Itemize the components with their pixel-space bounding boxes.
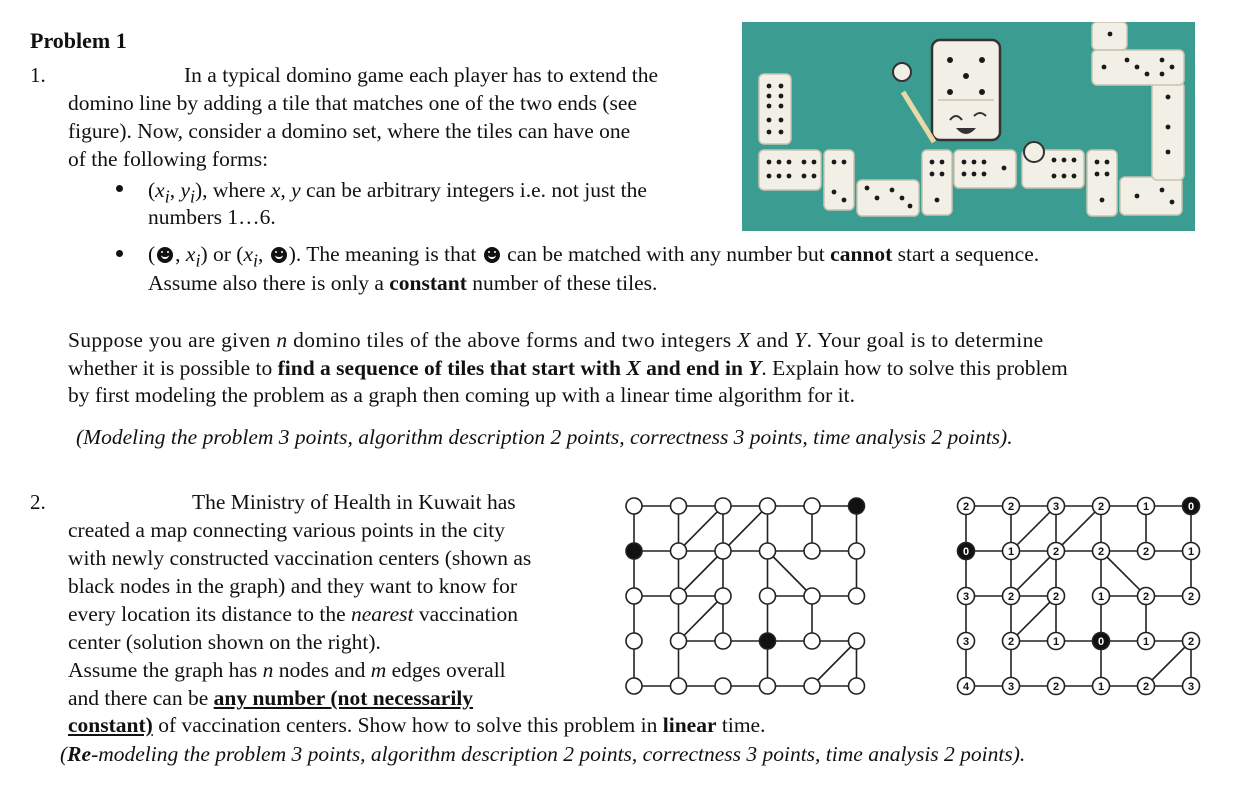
vaccination-graph	[620, 490, 890, 702]
location-node	[671, 588, 687, 604]
location-node	[804, 633, 820, 649]
graph-right	[958, 498, 1200, 695]
graph-left	[626, 498, 865, 694]
smiley-icon	[157, 247, 173, 263]
distance-solution-graph	[950, 490, 1210, 702]
q1-para-line-3: by first modeling the problem as a graph then coming up with a linear time algorithm for it.	[68, 383, 855, 407]
location-node	[760, 678, 776, 694]
distance-label: 2	[1007, 636, 1015, 648]
distance-label: 2	[1052, 591, 1060, 603]
bullet-1	[116, 185, 123, 192]
smiley-icon	[271, 247, 287, 263]
smiley-icon	[484, 247, 500, 263]
distance-label: 3	[962, 636, 970, 648]
location-node	[760, 588, 776, 604]
graph-edge-diagonal	[679, 596, 724, 641]
location-node	[804, 678, 820, 694]
q1-intro-line-3: figure). Now, consider a domino set, where the tiles can have one	[68, 119, 631, 143]
q2-line-7: Assume the graph has n nodes and m edges overall	[68, 658, 506, 682]
location-node	[760, 543, 776, 559]
graph-edge-diagonal	[1011, 551, 1056, 596]
distance-label: 0	[962, 546, 970, 558]
distance-label: 1	[1052, 636, 1060, 648]
location-node	[715, 543, 731, 559]
location-node	[715, 633, 731, 649]
q1-bullet-1-line-2: numbers 1…6.	[148, 205, 276, 229]
distance-label: 0	[1187, 501, 1195, 513]
q2-line-4: black nodes in the graph) and they want to know for	[68, 574, 517, 598]
question-1-number: 1.	[30, 63, 46, 87]
location-node	[715, 588, 731, 604]
q2-line-6: center (solution shown on the right).	[68, 630, 381, 654]
q1-points: (Modeling the problem 3 points, algorithm description 2 points, correctness 3 points, time analysis 2 points).	[76, 425, 1013, 449]
location-node	[760, 498, 776, 514]
q1-para-line-2: whether it is possible to find a sequence of tiles that start with X and end in Y. Explain how to solve this problem	[68, 356, 1068, 380]
graph-edge-diagonal	[1101, 551, 1146, 596]
q2-line-5: every location its distance to the nearest vaccination	[68, 602, 518, 626]
graph-edge-diagonal	[1011, 506, 1056, 551]
location-node	[671, 498, 687, 514]
distance-label: 2	[1007, 591, 1015, 603]
location-node	[849, 678, 865, 694]
domino-illustration	[742, 22, 1195, 231]
location-node	[671, 678, 687, 694]
location-node	[626, 588, 642, 604]
distance-label: 4	[962, 681, 970, 693]
location-node	[715, 498, 731, 514]
location-node	[804, 498, 820, 514]
graph-edge-diagonal	[1146, 641, 1191, 686]
q1-bullet-2-line-1: ( , $x_i$) or ($x_i$, ). The meaning is that can be matched with any number but cannot start a sequence.	[148, 242, 1040, 271]
bullet-2	[116, 250, 123, 257]
graph-edge-diagonal	[679, 551, 724, 596]
location-node	[849, 633, 865, 649]
distance-label: 3	[1187, 681, 1195, 693]
distance-label: 2	[1052, 681, 1060, 693]
graph-edge-diagonal	[1056, 506, 1101, 551]
distance-label: 2	[1142, 546, 1150, 558]
q2-line-8: and there can be any number (not necessarily	[68, 686, 474, 710]
question-2-number: 2.	[30, 490, 46, 514]
distance-label: 3	[1052, 501, 1060, 513]
distance-label: 3	[962, 591, 970, 603]
distance-label: 2	[1052, 546, 1060, 558]
graph-edge-diagonal	[1011, 596, 1056, 641]
distance-label: 2	[1097, 546, 1105, 558]
vaccination-center-node	[626, 543, 642, 559]
q1-intro-line-2: domino line by adding a tile that matches one of the two ends (see	[68, 91, 638, 115]
distance-label: 0	[1097, 636, 1105, 648]
location-node	[626, 633, 642, 649]
distance-label: 1	[1142, 501, 1150, 513]
location-node	[626, 678, 642, 694]
distance-label: 1	[1187, 546, 1195, 558]
location-node	[849, 588, 865, 604]
vaccination-center-node	[760, 633, 776, 649]
q1-bullet-1-line-1: ($x_i$, $y_i$), where x, y can be arbitrary integers i.e. not just the	[148, 178, 647, 207]
q2-points: (Re-modeling the problem 3 points, algorithm description 2 points, correctness 3 points, time analysis 2 points).	[60, 742, 1026, 766]
distance-label: 1	[1097, 591, 1105, 603]
distance-label: 2	[1142, 591, 1150, 603]
q1-intro-line-1: In a typical domino game each player has to extend the	[184, 63, 659, 87]
distance-label: 1	[1097, 681, 1105, 693]
graph-edge-diagonal	[812, 641, 857, 686]
distance-label: 2	[1007, 501, 1015, 513]
distance-label: 2	[962, 501, 970, 513]
graph-edge-diagonal	[768, 551, 813, 596]
location-node	[671, 543, 687, 559]
distance-label: 1	[1142, 636, 1150, 648]
q2-line-1: The Ministry of Health in Kuwait has	[192, 490, 516, 514]
q1-intro-line-4: of the following forms:	[68, 147, 269, 171]
distance-label: 2	[1142, 681, 1150, 693]
location-node	[715, 678, 731, 694]
q1-para-line-1: Suppose you are given n domino tiles of the above forms and two integers X and Y. Your goal is to determine	[68, 328, 1044, 352]
distance-label: 3	[1007, 681, 1015, 693]
q2-line-2: created a map connecting various points in the city	[68, 518, 506, 542]
problem-title: Problem 1	[30, 28, 127, 53]
q2-line-3: with newly constructed vaccination centers (shown as	[68, 546, 532, 570]
distance-label: 1	[1007, 546, 1015, 558]
location-node	[671, 633, 687, 649]
distance-label: 2	[1187, 636, 1195, 648]
graph-edge-diagonal	[679, 506, 724, 551]
q1-bullet-2-line-2: Assume also there is only a constant number of these tiles.	[148, 271, 658, 295]
location-node	[626, 498, 642, 514]
graph-edge-diagonal	[723, 506, 768, 551]
q2-line-9: constant) of vaccination centers. Show how to solve this problem in linear time.	[68, 713, 766, 737]
distance-label: 2	[1187, 591, 1195, 603]
location-node	[804, 588, 820, 604]
location-node	[804, 543, 820, 559]
distance-label: 2	[1097, 501, 1105, 513]
vaccination-center-node	[849, 498, 865, 514]
location-node	[849, 543, 865, 559]
